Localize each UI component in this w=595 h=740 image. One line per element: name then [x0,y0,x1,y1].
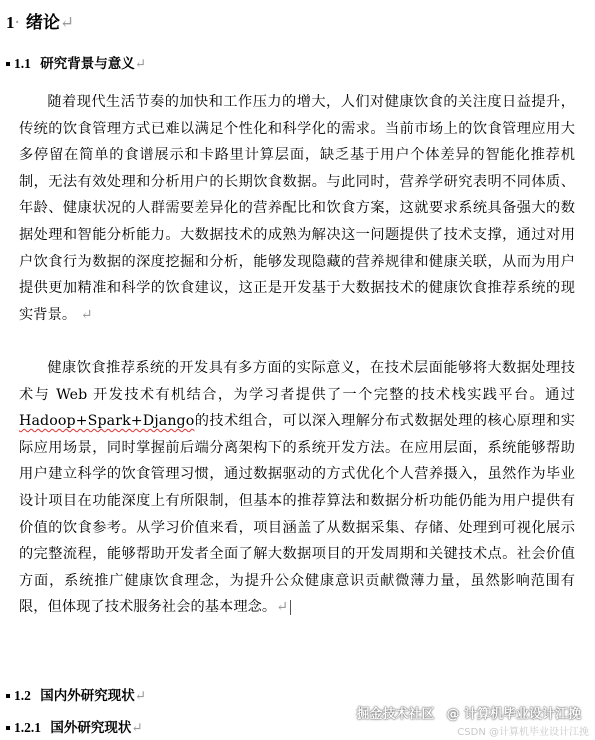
watermark-author: @ 计算机毕业设计江挽 [446,707,581,722]
bullet-icon [6,694,10,698]
tech-stack-text: Hadoop+Spark+Django [19,413,195,430]
section-title: 研究背景与意义 [40,56,135,72]
paragraph-text-part-b: 的技术组合，可以深入理解分布式数据处理的核心原理和实际应用场景，同时掌握前后端分离架构下的系统开发方法。在应用层面，系统能够帮助用户建立科学的饮食管理习惯，通过数据驱动的方式优化个人营养摄入，虽然作为毕业设计项目在功能深度上有所限制，但基本的推荐算法和数据分析功能仍能为用户提供有价值的饮食参考。从学习价值来看，项目涵盖了从数据采集、存储、处理到可视化展示的完整流程，能够帮助开发者全面了解大数据项目的开发周期和关键技术点。社会价值方面，系统推广健康饮食理念，为提升公众健康意识贡献微薄力量，虽然影响范围有限，但体现了技术服务社会的基本理念。 [19,413,575,616]
bullet-icon [6,62,10,66]
paragraph-text: 随着现代生活节奏的加快和工作压力的增大，人们对健康饮食的关注度日益提升，传统的饮食管理方式已难以满足个性化和科学化的需求。当前市场上的饮食管理应用大多停留在简单的食谱展示和卡路里计算层面，缺乏基于用户个体差异的智能化推荐机制，无法有效处理和分析用户的长期饮食数据。与此同时，营养学研究表明不同体质、年龄、健康状况的人群需要差异化的营养配比和饮食方案，这就要求系统具备强大的数据处理和智能分析能力。大数据技术的成熟为解决这一问题提供了技术支撑，通过对用户饮食行为数据的深度挖掘和分析，能够发现隐藏的营养规律和健康关联，从而为用户提供更加精准和科学的饮食建议，这正是开发基于大数据技术的健康饮食推荐系统的现实背景。 [19,94,575,323]
paragraph-mark-icon: ↵ [134,688,147,704]
body-paragraph-2 [19,355,575,621]
watermark [356,703,581,722]
section-heading-1-1 [6,52,146,72]
text-cursor-icon [290,600,291,615]
bullet-icon [6,726,10,730]
paragraph-text-part-a: 健康饮食推荐系统的开发具有多方面的实际意义，在技术层面能够将大数据处理技术与 Web 开发技术有机结合，为学习者提供了一个完整的技术栈实践平台。通过 [19,360,575,403]
paragraph-mark-icon: ↵ [276,599,289,616]
section-heading-1-2 [6,684,146,704]
subsection-number: 1.2.1 [14,720,41,735]
chapter-number: 1 [6,13,15,32]
section-number: 1.1 [14,56,31,71]
paragraph-mark-icon: ↵ [59,13,75,33]
csdn-watermark: CSDN @计算机毕业设计江挽 [457,727,589,738]
paragraph-mark-icon: ↵ [80,306,93,323]
chapter-heading: 1· 绪论↵ [6,13,75,33]
chapter-title: 绪论 [25,13,60,33]
paragraph-mark-icon: ↵ [131,720,143,736]
section-number: 1.2 [14,688,31,703]
body-paragraph-1 [19,89,575,328]
paragraph-mark-icon: ↵ [134,56,147,72]
section-title: 国内外研究现状 [40,688,135,704]
watermark-site: 掘金技术社区 [356,707,435,722]
subsection-title: 国外研究现状 [50,720,132,736]
subsection-heading-1-2-1 [6,716,143,736]
